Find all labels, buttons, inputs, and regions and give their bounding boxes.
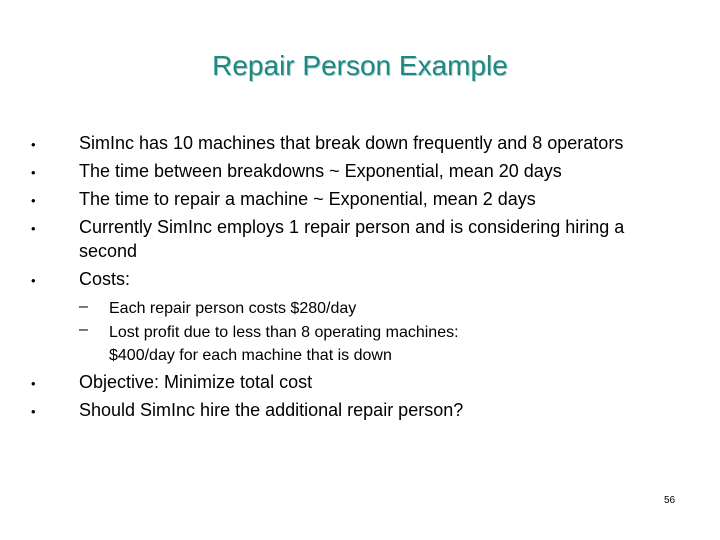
bullet-question: Should SimInc hire the additional repair person?	[79, 400, 464, 420]
bullet-repair-staff: Currently SimInc employs 1 repair person and is considering hiring a	[79, 217, 625, 237]
bullet-repair-staff-continued: second	[79, 241, 138, 261]
bullet-marker: •	[31, 137, 36, 152]
bullet-marker: •	[31, 376, 36, 391]
sub-bullet-lost-profit: Lost profit due to less than 8 operating machines:	[109, 324, 459, 341]
bullet-machines: SimInc has 10 machines that break down frequently and 8 operators	[79, 133, 624, 153]
bullet-marker: •	[31, 165, 36, 180]
slide-title: Repair Person Example	[212, 50, 508, 81]
bullet-marker: •	[31, 221, 36, 236]
dash-marker: –	[79, 321, 88, 338]
bullet-costs: Costs:	[79, 269, 131, 289]
bullet-objective: Objective: Minimize total cost	[79, 372, 313, 392]
page-number: 56	[664, 495, 676, 506]
bullet-marker: •	[31, 273, 36, 288]
bullet-repair-time: The time to repair a machine ~ Exponential, mean 2 days	[79, 189, 536, 209]
bullet-breakdown-time: The time between breakdowns ~ Exponential, mean 20 days	[79, 161, 562, 181]
bullet-marker: •	[31, 404, 36, 419]
dash-marker: –	[79, 298, 88, 315]
sub-bullet-lost-profit-continued: $400/day for each machine that is down	[109, 347, 392, 364]
sub-bullet-repair-cost: Each repair person costs $280/day	[109, 300, 357, 317]
bullet-marker: •	[31, 193, 36, 208]
